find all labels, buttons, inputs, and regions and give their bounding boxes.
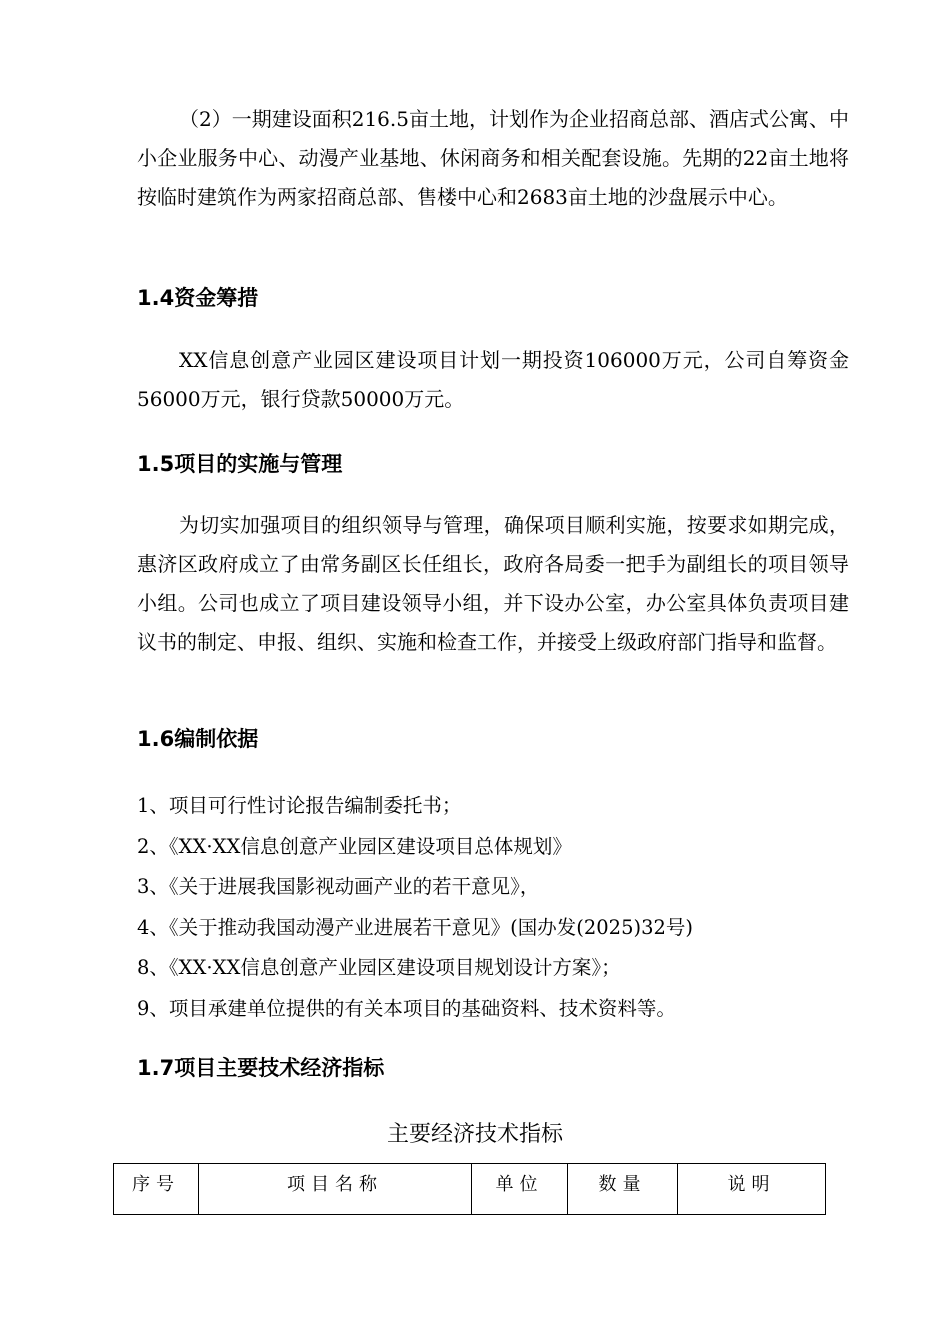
- column-header-item-name: 项目名称: [199, 1164, 472, 1215]
- column-header-unit: 单位: [472, 1164, 568, 1215]
- table-title: 主要经济技术指标: [386, 1122, 563, 1147]
- column-header-note: 说明: [678, 1164, 826, 1215]
- list-item: 1、项目可行性讨论报告编制委托书；: [137, 794, 462, 817]
- column-header-quantity: 数量: [568, 1164, 678, 1215]
- list-item: 2、《XX·XX信息创意产业园区建设项目总体规划》: [137, 834, 572, 858]
- paragraph-funding: XX信息创意产业园区建设项目计划一期投资106000万元，公司自筹资金56000万元，银行贷款50000万元。: [137, 348, 849, 411]
- paragraph-implementation: 为切实加强项目的组织领导与管理，确保项目顺利实施，按要求如期完成，惠济区政府成立了由常务副区长任组长，政府各局委一把手为副组长的项目领导小组。公司也成立了项目建设领导小组，并下设办公室，办公室具体负责项目建议书的制定、申报、组织、实施和检查工作，并接受上级政府部门指导和监督。: [137, 513, 849, 654]
- list-item: 4、《关于推动我国动漫产业进展若干意见》(国办发(2025)32号): [137, 915, 694, 939]
- heading-1-7-indicators: 1.7项目主要技术经济指标: [137, 1056, 385, 1080]
- indicators-table: [113, 1163, 826, 1215]
- column-header-index: 序号: [114, 1164, 199, 1215]
- list-item: 8、《XX·XX信息创意产业园区建设项目规划设计方案》；: [137, 956, 621, 979]
- list-item: 3、《关于进展我国影视动画产业的若干意见》，: [137, 875, 540, 898]
- heading-1-6-basis: 1.6编制依据: [137, 727, 259, 751]
- list-item: 9、项目承建单位提供的有关本项目的基础资料、技术资料等。: [137, 996, 676, 1020]
- paragraph-phase-one: （2）一期建设面积216.5亩土地，计划作为企业招商总部、酒店式公寓、中小企业服务中心、动漫产业基地、休闲商务和相关配套设施。先期的22亩土地将按临时建筑作为两家招商总部、售楼中心和2683亩土地的沙盘展示中心。: [137, 107, 849, 209]
- heading-1-4-funding: 1.4资金筹措: [137, 286, 259, 310]
- table-header-row: [114, 1164, 826, 1215]
- heading-1-5-implementation: 1.5项目的实施与管理: [137, 452, 343, 476]
- basis-list: [137, 786, 693, 1029]
